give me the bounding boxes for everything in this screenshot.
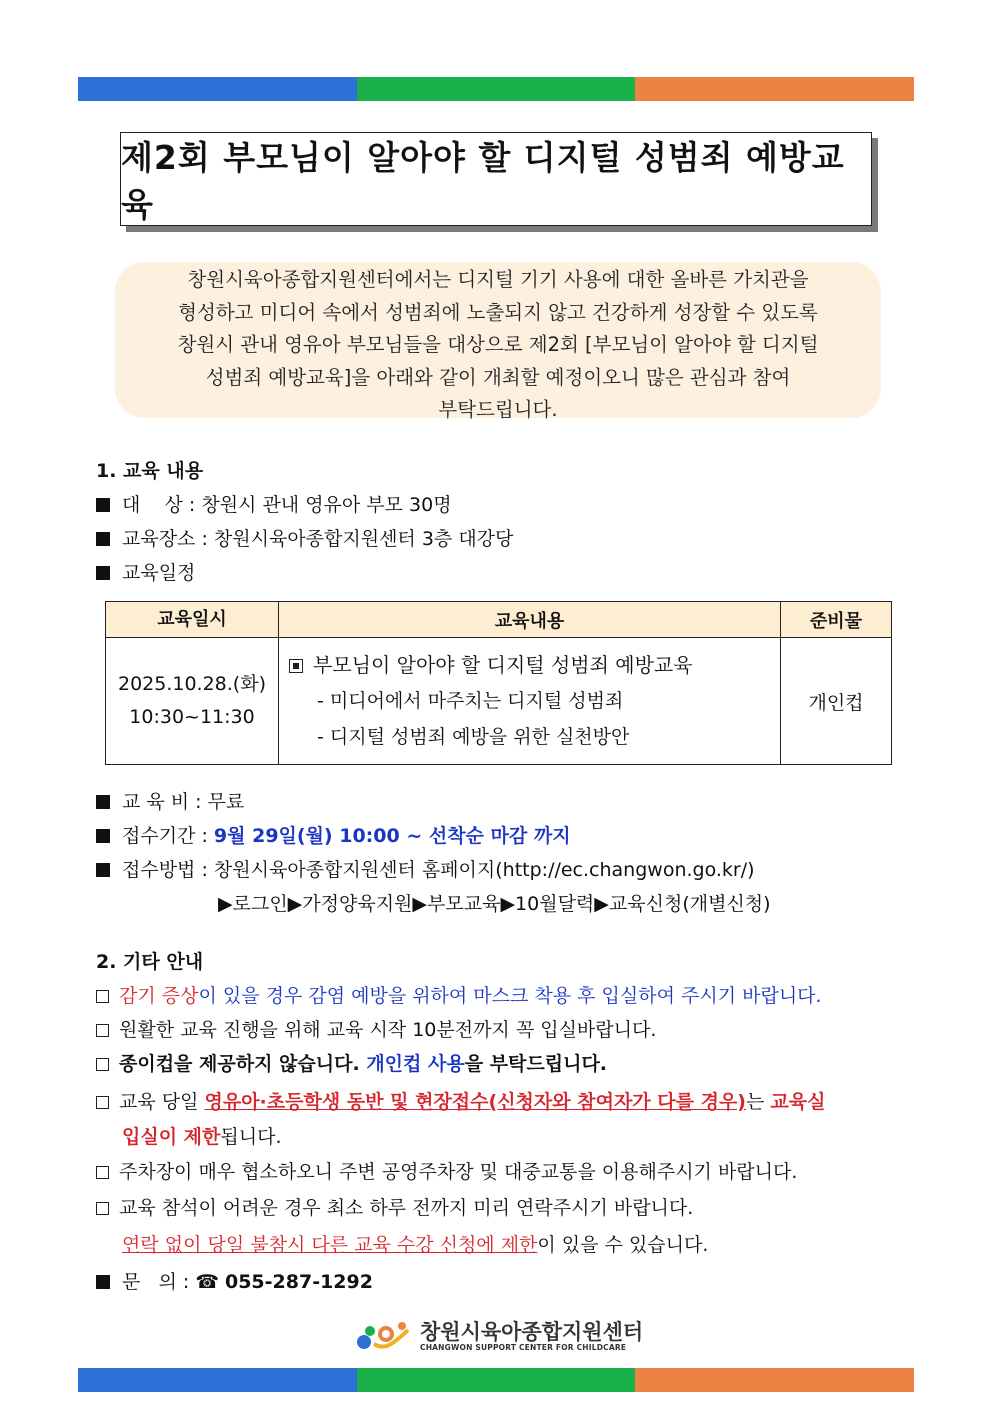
intro-line: 창원시 관내 영유아 부모님들을 대상으로 제2회 [부모님이 알아야 할 디지털: [177, 333, 819, 356]
checkbox-icon: [96, 1096, 109, 1109]
note-6-text: 교육 참석이 어려운 경우 최소 하루 전까지 미리 연락주시기 바랍니다.: [119, 1197, 694, 1219]
main-item: [289, 647, 779, 683]
header-prep: 준비물: [781, 602, 892, 638]
note-4-cont: [122, 1122, 282, 1149]
note-4-a: 교육 당일: [119, 1091, 205, 1113]
note-6-red: 연락 없이 당일 불참시 다른 교육 수강 신청에 제한: [122, 1234, 538, 1256]
note-4-d: 교육실: [770, 1091, 826, 1113]
header-content: 교육내용: [279, 602, 781, 638]
bottom-color-bar: [78, 1368, 914, 1392]
period-value: 9월 29일(월) 10:00 ~ 선착순 마감 까지: [213, 825, 571, 847]
note-4-c: 는: [745, 1091, 771, 1113]
square-bullet-icon: [96, 829, 110, 843]
bottom-bar-green: [357, 1368, 636, 1392]
note-3-c: 을 부탁드립니다.: [464, 1053, 608, 1075]
contact-label: 문 의 :: [122, 1271, 196, 1293]
checkbox-icon: [96, 1024, 109, 1037]
note-3-b: 개인컵 사용: [366, 1053, 465, 1075]
table-header-row: [106, 602, 892, 638]
cell-content: [279, 638, 781, 765]
intro-line: 부탁드립니다.: [438, 398, 558, 421]
table-row: [106, 638, 892, 765]
period-row: [96, 821, 571, 848]
place-text: 교육장소 : 창원시육아종합지원센터 3층 대강당: [122, 528, 514, 550]
sub-item: - 미디어에서 마주치는 디지털 성범죄: [317, 690, 624, 712]
note-4-f: 됩니다.: [220, 1126, 282, 1148]
target-text: 대 상 : 창원시 관내 영유아 부모 30명: [122, 494, 452, 516]
fee-row: [96, 787, 244, 814]
top-bar-green: [357, 77, 636, 101]
section2-heading: 2. 기타 안내: [96, 951, 204, 973]
note-6: [96, 1193, 693, 1220]
main-item-text: 부모님이 알아야 할 디지털 성범죄 예방교육: [313, 653, 693, 677]
logo-name-en: CHANGWON SUPPORT CENTER FOR CHILDCARE: [420, 1342, 627, 1352]
note-4-e: 입실이 제한: [122, 1126, 221, 1148]
checkbox-icon: [96, 1202, 109, 1215]
checkbox-icon: [96, 1166, 109, 1179]
logo-text: [420, 1321, 643, 1352]
cell-prep: 개인컵: [781, 638, 892, 765]
sub-item: - 디지털 성범죄 예방을 위한 실천방안: [317, 726, 630, 748]
filled-square-icon: [289, 659, 303, 673]
note-5-text: 주차장이 매우 협소하오니 주변 공영주차장 및 대중교통을 이용해주시기 바랍니다.: [119, 1161, 798, 1183]
center-logo: [350, 1318, 643, 1354]
bottom-bar-blue: [78, 1368, 357, 1392]
method-row: [96, 855, 755, 882]
intro-line: 형성하고 미디어 속에서 성범죄에 노출되지 않고 건강하게 성장할 수 있도록: [178, 300, 818, 324]
logo-name-ko: 창원시육아종합지원센터: [420, 1319, 644, 1344]
center-logo-icon: [350, 1318, 414, 1354]
place-row: [96, 524, 513, 551]
note-2: [96, 1015, 656, 1042]
note-5: [96, 1157, 797, 1184]
note-3: [96, 1049, 607, 1076]
page-title: 제2회 부모님이 알아야 할 디지털 성범죄 예방교육: [121, 138, 845, 224]
contact-row: [96, 1267, 373, 1294]
square-bullet-icon: [96, 532, 110, 546]
note-3-a: 종이컵을 제공하지 않습니다.: [119, 1053, 367, 1075]
schedule-label: 교육일정: [122, 562, 196, 584]
square-bullet-icon: [96, 795, 110, 809]
note-1-red: 감기 증상: [119, 985, 199, 1007]
checkbox-icon: [96, 1058, 109, 1071]
target-row: [96, 490, 452, 517]
method-path: ▶로그인▶가정양육지원▶부모교육▶10월달력▶교육신청(개별신청): [218, 893, 771, 915]
square-bullet-icon: [96, 1275, 110, 1289]
square-bullet-icon: [96, 566, 110, 580]
header-date: 교육일시: [106, 602, 279, 638]
note-4-b: 영유아·초등학생 동반 및 현장접수(신청자와 참여자가 다를 경우): [204, 1091, 746, 1113]
period-label: 접수기간 :: [122, 825, 214, 847]
schedule-table: [105, 601, 892, 765]
intro-line: 창원시육아종합지원센터에서는 디지털 기기 사용에 대한 올바른 가치관을: [187, 268, 809, 291]
note-4: [96, 1087, 825, 1114]
phone-icon: ☎: [195, 1271, 219, 1293]
note-1-text: 이 있을 경우 감염 예방을 위하여 마스크 착용 후 입실하여 주시기 바랍니다.: [198, 985, 822, 1007]
square-bullet-icon: [96, 498, 110, 512]
intro-box: [115, 262, 881, 421]
square-bullet-icon: [96, 863, 110, 877]
top-bar-orange: [635, 77, 914, 101]
top-bar-blue: [78, 77, 357, 101]
note-1: [96, 981, 822, 1008]
intro-line: 성범죄 예방교육]을 아래와 같이 개최할 예정이오니 많은 관심과 참여: [205, 365, 791, 389]
fee-text: 교 육 비 : 무료: [122, 791, 245, 813]
note-6-rest: 이 있을 수 있습니다.: [537, 1234, 709, 1256]
checkbox-icon: [96, 990, 109, 1003]
section1-heading: 1. 교육 내용: [96, 460, 204, 482]
cell-date: [106, 638, 279, 765]
top-color-bar: [78, 77, 914, 101]
title-box: [120, 132, 872, 226]
schedule-row: [96, 558, 195, 585]
time-text: 10:30~11:30: [129, 706, 255, 728]
note-2-text: 원활한 교육 진행을 위해 교육 시작 10분전까지 꼭 입실바랍니다.: [119, 1019, 657, 1041]
date-text: 2025.10.28.(화): [117, 673, 266, 695]
note-6-cont: [122, 1230, 708, 1257]
method-text: 접수방법 : 창원시육아종합지원센터 홈페이지(http://ec.changwon.go.kr/): [122, 859, 755, 881]
contact-phone: 055-287-1292: [224, 1271, 373, 1293]
bottom-bar-orange: [635, 1368, 914, 1392]
